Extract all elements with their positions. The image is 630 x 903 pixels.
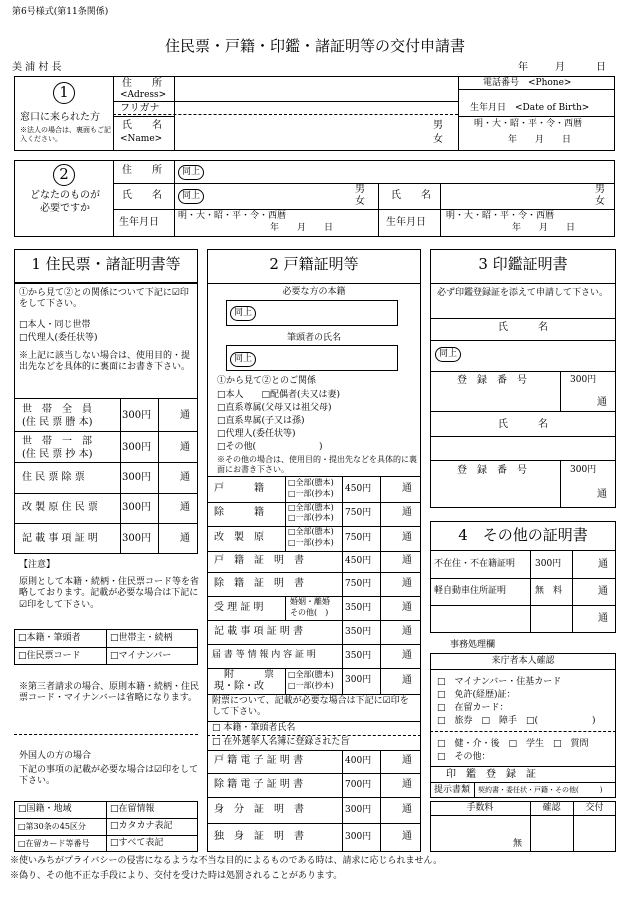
col2-row-label: 戸 籍 証 明 書: [214, 555, 304, 566]
target-name-label: 氏 名: [122, 190, 162, 201]
col1-row-price: 300円: [122, 533, 152, 544]
col1-row-price: 300円: [122, 410, 152, 421]
col1-row-label: 記 載 事 項 証 明: [22, 533, 98, 544]
col1-row-sub: (住 民 票 抄 本): [22, 449, 93, 460]
col3-unit-1: 通: [597, 397, 607, 408]
domicile-label: 必要な方の本籍: [282, 287, 346, 297]
opt-full[interactable]: □全部(謄本): [288, 503, 334, 512]
rel-agent[interactable]: □代理人(委任状等): [217, 429, 296, 439]
col4-row-unit: 通: [598, 586, 608, 597]
col1-row-label: 世 帯 全 員: [22, 404, 92, 415]
col3-title: 3 印鑑証明書: [478, 255, 568, 273]
foreign-text: 下記の事項の記載が必要な場合は☑印をして下さい。: [19, 765, 199, 787]
col2-row2-label: 身 分 証 明 書: [214, 804, 304, 815]
col2-row-label: 記 載 事 項 証 明 書: [214, 626, 304, 637]
mayor: 美 浦 村 長: [12, 62, 62, 73]
col1-row-unit: 通: [180, 502, 190, 513]
name-label: 氏 名: [122, 120, 162, 131]
phone-label: 電話番号 <Phone>: [483, 78, 572, 88]
chk-resident-code[interactable]: □住民票コード: [18, 651, 81, 661]
fuhyo-opt-domicile[interactable]: □ 本籍・筆頭者氏名: [212, 723, 296, 733]
col2-row-unit: 通: [402, 483, 412, 494]
col1-opt-agent[interactable]: □代理人(委任状等): [19, 333, 98, 343]
section-1-number: 1: [53, 82, 75, 104]
col2-row-unit: 通: [402, 507, 412, 518]
col2-row-label: 改 製 原: [214, 532, 264, 543]
target-birth-label-2: 生年月日: [386, 217, 426, 228]
applicant-eras: 明・大・昭・平・令・西暦: [474, 119, 583, 129]
applicant-ymd: 年 月 日: [508, 135, 572, 145]
col2-row2-price: 300円: [345, 805, 372, 815]
date-month: 月: [555, 62, 565, 73]
opt-part[interactable]: □一部(抄本): [288, 513, 334, 522]
col1-row-label: 改 製 原 住 民 票: [22, 502, 98, 513]
col3-price-1: 300円: [570, 375, 597, 385]
col4-row-unit: 通: [598, 559, 608, 570]
chk-domicile[interactable]: □本籍・筆頭者: [18, 633, 81, 643]
col2-title: 2 戸籍証明等: [269, 255, 359, 273]
office-sub: 来庁者本人確認: [491, 656, 555, 666]
col3-unit-2: 通: [597, 489, 607, 500]
col1-row-unit: 通: [180, 442, 190, 453]
attention-text: 原則として本籍・続柄・住民票コード等を省略しております。記載が必要な場合は下記に☑印をして下さい。: [19, 577, 200, 610]
col2-row-unit: 通: [402, 650, 412, 661]
col2-row-price: 350円: [345, 627, 372, 637]
fchk-katakana[interactable]: □カタカナ表記: [110, 821, 173, 831]
col2-row-label: 戸 籍: [214, 483, 264, 494]
office-l2[interactable]: □ 免許(経歴)証：: [437, 690, 516, 700]
col2-row2-price: 300円: [345, 832, 372, 842]
col2-row2-unit: 通: [402, 755, 412, 766]
col1-note: ※上記に該当しない場合は、使用目的・提出先などを具体的に裏面にお書き下さい。: [19, 351, 191, 373]
fchk-card-number[interactable]: □在留カード等番号: [18, 839, 90, 848]
rel-ascendant[interactable]: □直系尊属(父母又は祖父母): [217, 403, 332, 413]
col2-row-price: 750円: [345, 579, 372, 589]
col2-row-label: 附 票: [224, 669, 274, 680]
col2-row-label-2: 現・除・改: [214, 681, 264, 692]
target-eras-1: 明・大・昭・平・令・西暦: [178, 211, 287, 221]
male: 男: [433, 120, 443, 131]
furigana-label: フリガナ: [120, 103, 160, 114]
col2-row-unit: 通: [402, 675, 412, 686]
office-l4[interactable]: □ 旅券 □ 障手 □( ): [437, 716, 596, 726]
rel-other[interactable]: □その他( ): [217, 442, 323, 452]
col2-row2-label: 除 籍 電 子 証 明 書: [214, 779, 304, 790]
fee-label: 手数料: [466, 803, 494, 813]
col4-row-price: 300円: [535, 559, 562, 569]
domicile-same[interactable]: 同上: [230, 306, 256, 321]
footer-note-2: ※偽り、その他不正な手段により、交付を受けた時は処罰されることがあります。: [10, 871, 343, 881]
col2-row2-unit: 通: [402, 804, 412, 815]
office-l6[interactable]: □ その他：: [437, 752, 491, 762]
opt-full[interactable]: □全部(謄本): [288, 527, 334, 536]
col2-row-price: 450円: [345, 484, 372, 494]
col2-row-price: 450円: [345, 556, 372, 566]
col1-row-label: 住 民 票 除 票: [22, 472, 85, 483]
col4-row-label: 不在住・不在籍証明: [434, 559, 516, 569]
col2-row-price: 300円: [345, 675, 372, 685]
office-l1[interactable]: □ マイナンバー・住基カード: [437, 677, 562, 687]
fee-none: 無: [513, 839, 523, 849]
col2-row-label: 届 書 等 情 報 内 容 証 明: [212, 650, 316, 660]
fuhyo-opt-overseas[interactable]: □ 在外選挙人名簿に登録された旨: [212, 737, 350, 747]
col2-row-unit: 通: [402, 555, 412, 566]
col1-row-unit: 通: [180, 472, 190, 483]
col1-row-price: 300円: [122, 502, 152, 513]
fchk-all[interactable]: □すべて表記: [110, 838, 164, 848]
col4-title: 4 その他の証明書: [458, 526, 588, 544]
col2-row2-label: 独 身 証 明 書: [214, 831, 304, 842]
confirm-label: 確認: [542, 803, 561, 813]
target-eras-2: 明・大・昭・平・令・西暦: [446, 211, 555, 221]
applicant-heading: 窓口に来られた方: [20, 112, 100, 123]
opt-part[interactable]: □一部(抄本): [288, 489, 334, 498]
rel-self-spouse[interactable]: □本人 □配偶者(夫又は妻): [217, 390, 341, 400]
fuhyo-note: 附票について、記載が必要な場合は下記に☑印をして下さい。: [212, 696, 409, 718]
opt-part[interactable]: □一部(抄本): [288, 538, 334, 547]
third-party-note: ※第三者請求の場合、原則本籍・続柄・住民票コード・マイナンバーは省略になります。: [19, 682, 200, 704]
col1-row-sub: (住 民 票 謄 本): [22, 417, 93, 428]
opt-other[interactable]: その他( ): [290, 608, 329, 617]
col2-row-label: 受 理 証 明: [214, 602, 264, 613]
section-2-number: 2: [53, 164, 75, 186]
col2-row-unit: 通: [402, 602, 412, 613]
office-l3[interactable]: □ 在留カード：: [437, 703, 509, 713]
col2-row2-unit: 通: [402, 831, 412, 842]
col4-row-unit: 通: [598, 613, 608, 624]
col3-name-label-1: 氏 名: [498, 322, 548, 333]
col1-row-unit: 通: [180, 410, 190, 421]
rel-descendant[interactable]: □直系卑属(子又は孫): [217, 416, 305, 426]
birth-label: 生年月日 <Date of Birth>: [470, 103, 590, 113]
target-name-label-2: 氏 名: [391, 190, 431, 201]
fchk-art30[interactable]: □第30条の45区分: [18, 822, 86, 831]
opt-full[interactable]: □全部(謄本): [288, 670, 334, 679]
form-title: 住民票・戸籍・印鑑・諸証明等の交付申請書: [164, 37, 465, 55]
footer-note-1: ※使いみちがプライバシーの侵害になるような不当な目的によるものである時は、請求に応じられません。: [10, 856, 443, 866]
col2-row-unit: 通: [402, 532, 412, 543]
attention-title: 【注意】: [19, 560, 56, 570]
date-day: 日: [596, 62, 606, 73]
target-female-1: 女: [355, 196, 365, 207]
target-male-1: 男: [355, 184, 365, 195]
col2-row-price: 750円: [345, 533, 372, 543]
col2-row-label: 除 籍: [214, 507, 264, 518]
target-heading: どなたのものが必要ですか: [30, 190, 100, 214]
col2-row-label: 除 籍 証 明 書: [214, 578, 304, 589]
col1-title: 1 住民票・諸証明書等: [31, 255, 181, 273]
opt-marriage[interactable]: 婚姻・離婚: [290, 597, 330, 606]
col3-same[interactable]: 同上: [435, 347, 461, 362]
office-docs: 提示書類: [434, 785, 471, 795]
col1-row-price: 300円: [122, 472, 152, 483]
col1-intro: ①から見て②との関係について下記に☑印をして下さい。: [19, 288, 189, 310]
name-input[interactable]: [176, 117, 426, 150]
col2-row-price: 350円: [345, 651, 372, 661]
office-l5[interactable]: □ 健・介・後 □ 学生 □ 質問: [437, 739, 589, 749]
target-birth-label: 生年月日: [119, 217, 159, 228]
target-male-2: 男: [595, 184, 605, 195]
female: 女: [433, 134, 443, 145]
same-as-above-address[interactable]: 同上: [178, 165, 204, 180]
col3-price-2: 300円: [570, 465, 597, 475]
address-label: 住 所: [122, 78, 162, 89]
col2-row-price: 350円: [345, 603, 372, 613]
col2-row2-price: 400円: [345, 756, 372, 766]
office-title: 事務処理欄: [450, 640, 496, 650]
col4-row-label: 軽自動車住所証明: [434, 586, 507, 596]
address-en: <Adress>: [120, 90, 167, 100]
col2-row2-label: 戸 籍 電 子 証 明 書: [214, 755, 304, 766]
office-docs-note: 契約書・委任状・戸籍・その他( ): [478, 786, 603, 794]
relation-label: ①から見て②とのご関係: [217, 376, 317, 386]
col1-row-label: 世 帯 一 部: [22, 436, 92, 447]
target-address-label: 住 所: [122, 165, 162, 176]
target-female-2: 女: [595, 196, 605, 207]
col2-row-unit: 通: [402, 626, 412, 637]
target-ymd-2: 年 月 日: [512, 223, 576, 233]
chk-mynumber[interactable]: □マイナンバー: [110, 651, 172, 661]
address-input[interactable]: [176, 77, 456, 100]
reg-number-label-1: 登 録 番 号: [457, 375, 527, 386]
col2-row2-unit: 通: [402, 779, 412, 790]
target-ymd-1: 年 月 日: [270, 223, 334, 233]
name-en: <Name>: [120, 134, 163, 144]
foreign-title: 外国人の方の場合: [19, 751, 92, 761]
reg-number-label-2: 登 録 番 号: [457, 465, 527, 476]
same-as-above-name[interactable]: 同上: [178, 189, 204, 204]
head-same[interactable]: 同上: [230, 352, 256, 367]
col2-row-unit: 通: [402, 578, 412, 589]
chk-householder[interactable]: □世帯主・続柄: [110, 633, 173, 643]
col3-name-label-2: 氏 名: [498, 419, 548, 430]
fchk-residence-info[interactable]: □在留情報: [110, 804, 155, 814]
col4-row-price: 無 料: [535, 586, 563, 596]
col2-note: ※その他の場合は、使用目的・提出先などを具体的に裏面にお書き下さい。: [217, 455, 417, 474]
col2-row2-price: 700円: [345, 780, 372, 790]
date-year: 年: [518, 62, 528, 73]
col1-row-unit: 通: [180, 533, 190, 544]
form-number: 第6号様式(第11条関係): [12, 7, 109, 17]
deliver-label: 交付: [585, 803, 604, 813]
opt-full[interactable]: □全部(謄本): [288, 478, 334, 487]
col2-row-price: 750円: [345, 508, 372, 518]
col1-opt-self[interactable]: □本人・同じ世帯: [19, 320, 91, 330]
office-seal: 印 鑑 登 録 証: [446, 769, 536, 780]
applicant-note: ※法人の場合は、裏面もご記入ください。: [20, 126, 111, 143]
col3-intro: 必ず印鑑登録証を添えて申請して下さい。: [437, 288, 609, 298]
fchk-nationality[interactable]: □国籍・地域: [18, 804, 72, 814]
col1-row-price: 300円: [122, 442, 152, 453]
opt-part[interactable]: □一部(抄本): [288, 681, 334, 690]
head-label: 筆頭者の氏名: [286, 333, 341, 343]
